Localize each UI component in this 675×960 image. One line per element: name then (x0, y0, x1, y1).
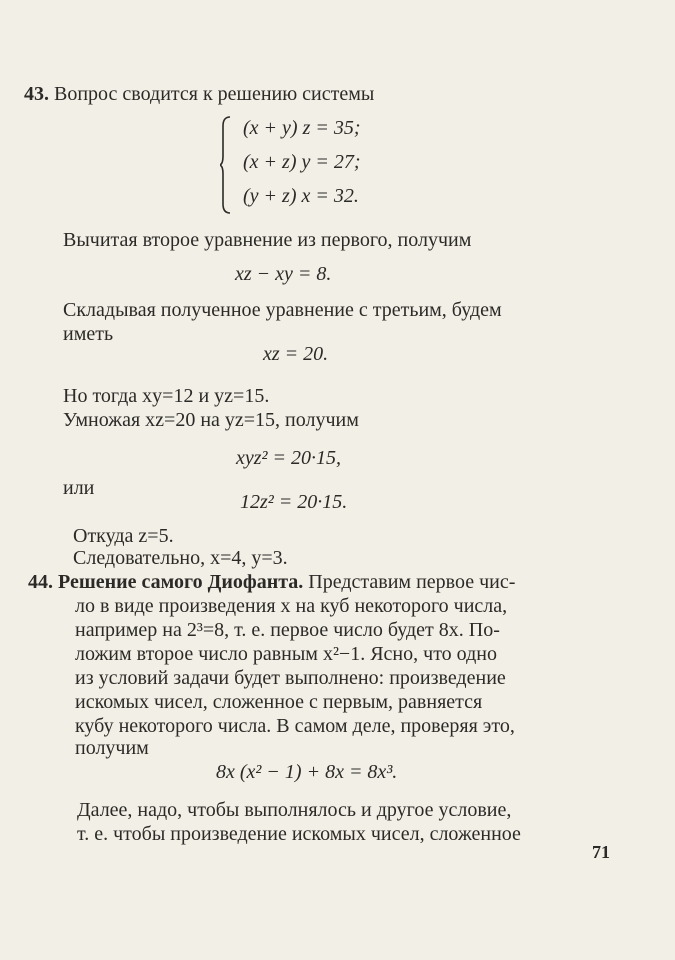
equation: xz − xy = 8. (235, 263, 332, 285)
paragraph-line: иметь (63, 323, 114, 345)
equation: 12z² = 20·15. (240, 491, 348, 513)
paragraph-line: кубу некоторого числа. В самом деле, проверяя это, (75, 715, 515, 737)
paragraph-line: ложим второе число равным x²−1. Ясно, что одно (75, 643, 497, 665)
paragraph-line: Следовательно, x=4, y=3. (73, 547, 288, 569)
equation: xz = 20. (263, 343, 329, 365)
paragraph-line: Далее, надо, чтобы выполнялось и другое условие, (77, 799, 512, 821)
problem-43-intro-line (24, 82, 374, 106)
paragraph-line: например на 2³=8, т. е. первое число будет 8x. По- (75, 619, 500, 641)
system-brace-icon (220, 116, 232, 214)
paragraph-line: получим (75, 737, 149, 759)
equation: 8x (x² − 1) + 8x = 8x³. (216, 761, 398, 783)
equation: xyz² = 20·15, (236, 447, 342, 469)
paragraph-line: искомых чисел, сложенное с первым, равняется (75, 691, 483, 713)
problem-text: Представим первое чис- (308, 571, 516, 593)
paragraph-line: Вычитая второе уравнение из первого, получим (63, 229, 472, 251)
problem-44-first-line (28, 570, 515, 594)
section-heading: Решение самого Диофанта. (58, 571, 304, 593)
equation: (y + z) x = 32. (243, 185, 359, 207)
equation: (x + y) z = 35; (243, 117, 361, 139)
paragraph-line: из условий задачи будет выполнено: произведение (75, 667, 506, 689)
page-number: 71 (592, 842, 610, 862)
equation: (x + z) y = 27; (243, 151, 361, 173)
paragraph-line: Откуда z=5. (73, 525, 174, 547)
paragraph-line: Но тогда xy=12 и yz=15. (63, 385, 270, 407)
paragraph-line: или (63, 477, 95, 499)
paragraph-line: т. е. чтобы произведение искомых чисел, сложенное (77, 823, 521, 845)
problem-text: Вопрос сводится к решению системы (54, 83, 375, 105)
paragraph-line: Умножая xz=20 на yz=15, получим (63, 409, 359, 431)
paragraph-line: ло в виде произведения x на куб некоторого числа, (75, 595, 508, 617)
problem-number: 44. (28, 571, 53, 593)
problem-number: 43. (24, 83, 49, 105)
paragraph-line: Складывая полученное уравнение с третьим, будем (63, 299, 502, 321)
